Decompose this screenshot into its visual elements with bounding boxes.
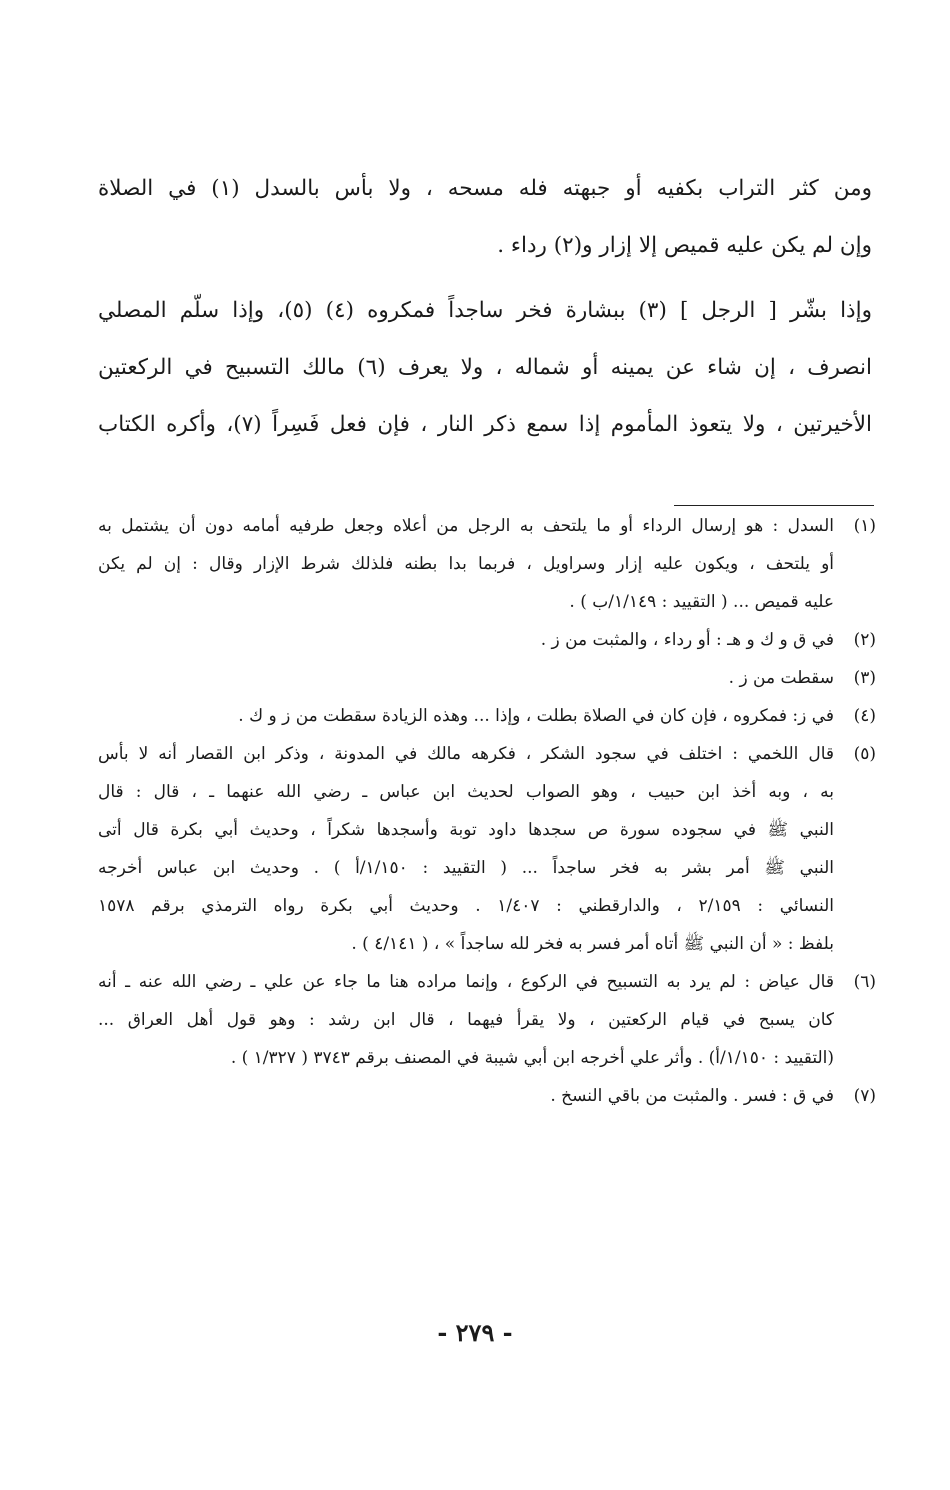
footnote-number: (٦) — [853, 972, 876, 992]
footnote-line: قال عياض : لم يرد به التسبيح في الركوع ، وإنما مراده هنا ما جاء عن علي ـ رضي الله عنه ـ أنه — [98, 972, 834, 992]
text-line: انصرف ، إن شاء عن يمينه أو شماله ، ولا يعرف (٦) مالك التسبيح في الركعتين — [98, 355, 873, 380]
footnote-line: في ق : فسر . والمثبت من باقي النسخ . — [550, 1086, 834, 1106]
footnote-line: قال اللخمي : اختلف في سجود الشكر ، فكرهه مالك في المدونة ، وذكر ابن القصار أنه لا بأس — [98, 744, 834, 764]
footnote-number: (١) — [853, 516, 876, 536]
text-line: وإن لم يكن عليه قميص إلا إزار و(٢) رداء . — [497, 233, 872, 258]
footnote-line: سقطت من ز . — [728, 668, 834, 688]
footnote-separator — [674, 505, 874, 506]
footnote-body — [98, 735, 834, 963]
footnote-line: (التقييد : ١/١٥٠/أ) . وأثر علي أخرجه ابن أبي شيبة في المصنف برقم ٣٧٤٣ ( ١/٣٢٧ ) . — [230, 1048, 834, 1068]
footnote-line: أو يلتحف ، ويكون عليه إزار وسراويل ، فربما بدا بطنه فلذلك شرط الإزار وقال : إن لم يكن — [98, 554, 834, 574]
footnote-line: بلفظ : « أن النبي ﷺ أتاه أمر فسر به فخر لله ساجداً » ، ( ٤/١٤١ ) . — [351, 934, 834, 954]
text-line: وإذا بشّر [ الرجل ] (٣) ببشارة فخر ساجداً فمكروه (٤) (٥)، وإذا سلّم المصلي — [98, 298, 872, 323]
footnote-body — [98, 659, 834, 697]
footnote-body — [98, 621, 834, 659]
footnote-body — [98, 507, 834, 621]
footnote-number: (٣) — [853, 668, 876, 688]
footnote-line: النبي ﷺ في سجوده سورة ص سجدها داود توبة وأسجدها شكراً ، وحديث أبي بكرة قال أتى — [98, 820, 834, 840]
paragraph — [98, 160, 872, 274]
main-text — [98, 160, 872, 453]
footnote-line: كان يسبح في قيام الركعتين ، ولا يقرأ فيهما ، قال ابن رشد : وهو قول أهل العراق ... — [98, 1010, 834, 1030]
footnote-2 — [98, 621, 876, 659]
footnote-body — [98, 697, 834, 735]
footnote-6 — [98, 963, 876, 1077]
footnote-number: (٤) — [853, 706, 876, 726]
footnote-5 — [98, 735, 876, 963]
footnote-line: في ق و ك و هـ : أو رداء ، والمثبت من ز . — [540, 630, 834, 650]
text-line: ومن كثر التراب بكفيه أو جبهته فله مسحه ، ولا بأس بالسدل (١) في الصلاة — [98, 176, 872, 201]
footnote-line: به ، وبه أخذ ابن حبيب ، وهو الصواب لحديث ابن عباس ـ رضي الله عنهما ـ ، قال : قال — [98, 782, 834, 802]
footnote-number: (٥) — [853, 744, 876, 764]
footnote-3 — [98, 659, 876, 697]
footnote-line: السدل : هو إرسال الرداء أو ما يلتحف به الرجل من أعلاه وجعل طرفيه أمامه دون أن يشتمل به — [98, 516, 834, 536]
footnote-body — [98, 963, 834, 1077]
footnote-7 — [98, 1077, 876, 1115]
footnote-1 — [98, 507, 876, 621]
footnote-body — [98, 1077, 834, 1115]
footnote-line: في ز: فمكروه ، فإن كان في الصلاة بطلت ، وإذا ... وهذه الزيادة سقطت من ز و ك . — [238, 706, 834, 726]
footnote-line: النبي ﷺ أمر بشر به فخر ساجداً ... ( التقييد : ١/١٥٠/أ ) . وحديث ابن عباس أخرجه — [98, 858, 834, 878]
footnote-number: (٧) — [853, 1086, 876, 1106]
paragraph — [98, 282, 872, 453]
text-line: الأخيرتين ، ولا يتعوذ المأموم إذا سمع ذكر النار ، فإن فعل فَسِراً (٧)، وأكره الكتاب — [98, 412, 873, 437]
page-number: - ٢٧٩ - — [437, 1318, 513, 1347]
footnote-4 — [98, 697, 876, 735]
footnotes — [98, 507, 876, 1115]
footnote-number: (٢) — [853, 630, 876, 650]
footnote-line: النسائي : ٢/١٥٩ ، والدارقطني : ١/٤٠٧ . وحديث أبي بكرة رواه الترمذي برقم ١٥٧٨ — [98, 896, 834, 916]
footnote-line: عليه قميص ... ( التقييد : ١/١٤٩/ب ) . — [569, 592, 834, 612]
